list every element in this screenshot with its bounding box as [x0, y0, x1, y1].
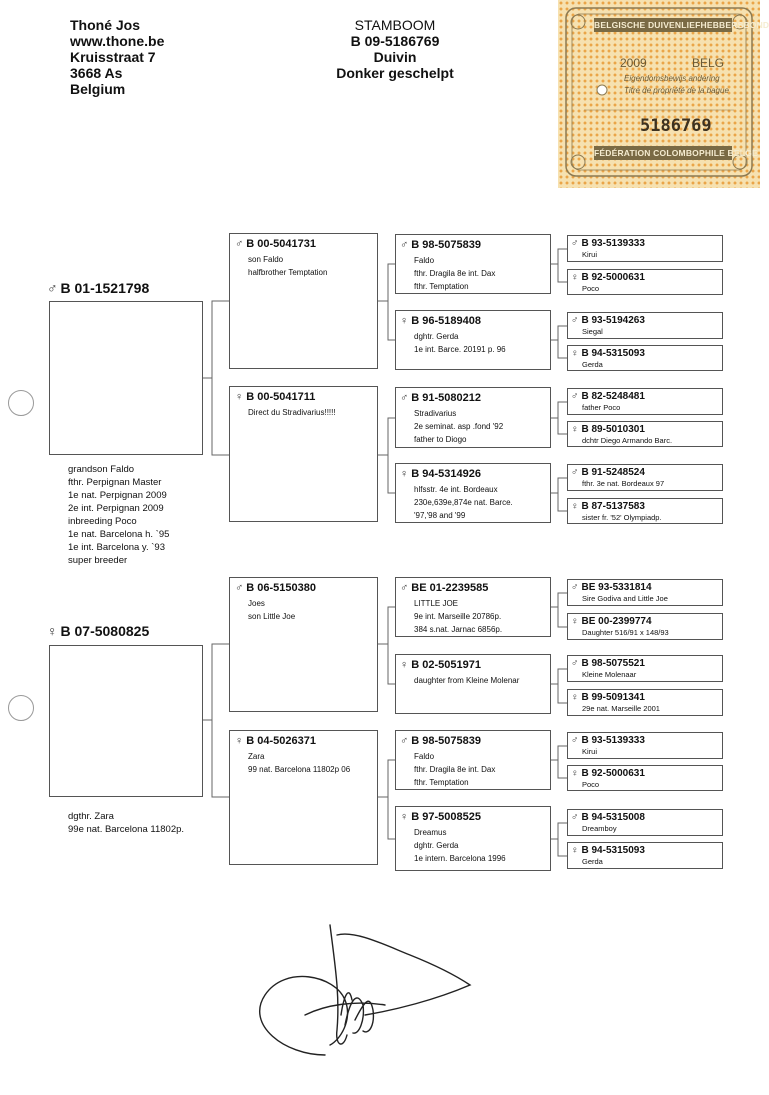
- great-grandparent-box: ♀ B 97-5008525 Dreamus dghtr. Gerda 1e intern. Barcelona 1996: [395, 806, 551, 871]
- great-grandparent-ring: ♀ B 02-5051971: [400, 659, 481, 671]
- pedigree-title: STAMBOOM: [354, 17, 436, 33]
- stamp-bottom-band: FÉDÉRATION COLOMBOPHILE BELGE: [594, 148, 758, 158]
- pigeon-sex: Duivin: [373, 49, 417, 65]
- grandparent-ring: ♂ B 06-5150380: [235, 582, 316, 594]
- grandparent-ring: ♀ B 04-5026371: [235, 735, 316, 747]
- ancestor-box: ♂ B 93-5194263 Siegal: [567, 312, 723, 339]
- father-notes: grandson Faldo fthr. Perpignan Master 1e nat. Perpignan 2009 2e int. Perpignan 2009 inbreeding Poco 1e nat. Barcelona h. `95 1e int. Barcelona y. `93 super breeder: [68, 464, 170, 566]
- male-icon: ♂: [47, 280, 58, 296]
- female-icon: ♀: [400, 315, 409, 327]
- ancestor-box: ♂ B 82-5248481 father Poco: [567, 388, 723, 415]
- grandparent-box: ♀ B 00-5041711 Direct du Stradivarius!!!!!: [229, 386, 378, 522]
- owner-name: Thoné Jos: [70, 17, 141, 33]
- great-grandparent-ring: ♀ B 97-5008525: [400, 811, 481, 823]
- male-icon: ♂: [235, 582, 244, 594]
- female-icon: ♀: [571, 768, 579, 779]
- grandparent-box: ♂ B 06-5150380 Joes son Little Joe: [229, 577, 378, 712]
- ancestor-box: ♀ B 89-5010301 dchtr Diego Armando Barc.: [567, 421, 723, 447]
- ancestor-box: ♂ B 93-5139333 Kirui: [567, 235, 723, 262]
- ancestor-box: ♀ B 94-5315093 Gerda: [567, 842, 723, 869]
- ancestor-box: ♀ B 94-5315093 Gerda: [567, 345, 723, 371]
- grandparent-box: ♂ B 00-5041731 son Faldo halfbrother Temptation: [229, 233, 378, 369]
- great-grandparent-box: ♂ B 98-5075839 Faldo fthr. Dragila 8e int. Dax fthr. Temptation: [395, 234, 551, 294]
- great-grandparent-ring: ♂ B 98-5075839: [400, 239, 481, 251]
- ancestor-box: ♂ B 91-5248524 fthr. 3e nat. Bordeaux 97: [567, 464, 723, 491]
- ancestor-box: ♀ B 87-5137583 sister fr. '52' Olympiadp.: [567, 498, 723, 524]
- great-grandparent-ring: ♂ B 98-5075839: [400, 735, 481, 747]
- male-icon: ♂: [400, 239, 409, 251]
- male-icon: ♂: [571, 315, 579, 326]
- grandparent-ring: ♀ B 00-5041711: [235, 391, 316, 403]
- great-grandparent-box: ♂ BE 01-2239585 LITTLE JOE 9e int. Marseille 20786p. 384 s.nat. Jarnac 6856p.: [395, 577, 551, 637]
- male-icon: ♂: [571, 582, 579, 593]
- stamp-line2: Titre de propriété de la bague: [624, 86, 729, 95]
- female-icon: ♀: [400, 659, 409, 671]
- ancestor-box: ♀ BE 00-2399774 Daughter 516/91 x 148/93: [567, 613, 723, 640]
- female-icon: ♀: [571, 424, 579, 435]
- stamp-year: 2009: [620, 56, 647, 70]
- mother-notes: dgthr. Zara 99e nat. Barcelona 11802p.: [68, 811, 185, 835]
- father-ring: ♂ B 01-1521798: [47, 280, 150, 296]
- male-icon: ♂: [571, 735, 579, 746]
- ancestor-box: ♀ B 99-5091341 29e nat. Marseille 2001: [567, 689, 723, 716]
- male-icon: ♂: [571, 658, 579, 669]
- great-grandparent-box: ♂ B 91-5080212 Stradivarius 2e seminat. asp .fond '92 father to Diogo: [395, 387, 551, 448]
- female-icon: ♀: [571, 845, 579, 856]
- great-grandparent-box: ♂ B 98-5075839 Faldo fthr. Dragila 8e int. Dax fthr. Temptation: [395, 730, 551, 790]
- female-icon: ♀: [235, 391, 244, 403]
- great-grandparent-ring: ♀ B 96-5189408: [400, 315, 481, 327]
- great-grandparent-box: ♀ B 94-5314926 hlfsstr. 4e int. Bordeaux 230e,639e,874e nat. Barce. '97,'98 and '99: [395, 463, 551, 523]
- signature-icon: [245, 905, 475, 1065]
- female-icon: ♀: [571, 348, 579, 359]
- stamp-line1: Eigendomsbewijs andering: [624, 74, 720, 83]
- male-icon: ♂: [571, 238, 579, 249]
- mother-photo-box: [49, 645, 203, 797]
- male-icon: ♂: [235, 238, 244, 250]
- female-icon: ♀: [571, 272, 579, 283]
- ancestor-box: ♂ B 93-5139333 Kirui: [567, 732, 723, 759]
- father-photo-box: [49, 301, 203, 455]
- male-icon: ♂: [400, 582, 409, 594]
- stamp-top-band: BELGISCHE DUIVENLIEFHEBBERSBOND: [594, 20, 769, 30]
- ancestor-box: ♀ B 92-5000631 Poco: [567, 765, 723, 791]
- owner-country: Belgium: [70, 81, 126, 97]
- female-icon: ♀: [400, 811, 409, 823]
- female-icon: ♀: [47, 623, 58, 639]
- ancestor-box: ♂ B 98-5075521 Kleine Molenaar: [567, 655, 723, 682]
- great-grandparent-ring: ♂ B 91-5080212: [400, 392, 481, 404]
- grandparent-ring: ♂ B 00-5041731: [235, 238, 316, 250]
- ancestor-box: ♀ B 92-5000631 Poco: [567, 269, 723, 295]
- great-grandparent-box: ♀ B 96-5189408 dghtr. Gerda 1e int. Barce. 20191 p. 96: [395, 310, 551, 370]
- owner-city: 3668 As: [70, 65, 123, 81]
- owner-website: www.thone.be: [70, 33, 165, 49]
- ancestor-box: ♂ BE 93-5331814 Sire Godiva and Little Joe: [567, 579, 723, 606]
- female-icon: ♀: [400, 468, 409, 480]
- great-grandparent-box: ♀ B 02-5051971 daughter from Kleine Molenar: [395, 654, 551, 714]
- male-icon: ♂: [571, 467, 579, 478]
- great-grandparent-ring: ♀ B 94-5314926: [400, 468, 481, 480]
- pigeon-color: Donker geschelpt: [336, 65, 454, 81]
- great-grandparent-ring: ♂ BE 01-2239585: [400, 582, 489, 594]
- female-icon: ♀: [571, 616, 579, 627]
- grandparent-box: ♀ B 04-5026371 Zara 99 nat. Barcelona 11802p 06: [229, 730, 378, 865]
- mother-ring: ♀ B 07-5080825: [47, 623, 150, 639]
- female-icon: ♀: [571, 501, 579, 512]
- male-icon: ♂: [400, 392, 409, 404]
- owner-street: Kruisstraat 7: [70, 49, 156, 65]
- male-icon: ♂: [571, 812, 579, 823]
- stamp-number: 5186769: [640, 116, 712, 136]
- female-icon: ♀: [235, 735, 244, 747]
- female-icon: ♀: [571, 692, 579, 703]
- pigeon-ring: B 09-5186769: [350, 33, 440, 49]
- male-icon: ♂: [400, 735, 409, 747]
- ancestor-box: ♂ B 94-5315008 Dreamboy: [567, 809, 723, 836]
- stamp-country: BELG: [692, 56, 725, 70]
- male-icon: ♂: [571, 391, 579, 402]
